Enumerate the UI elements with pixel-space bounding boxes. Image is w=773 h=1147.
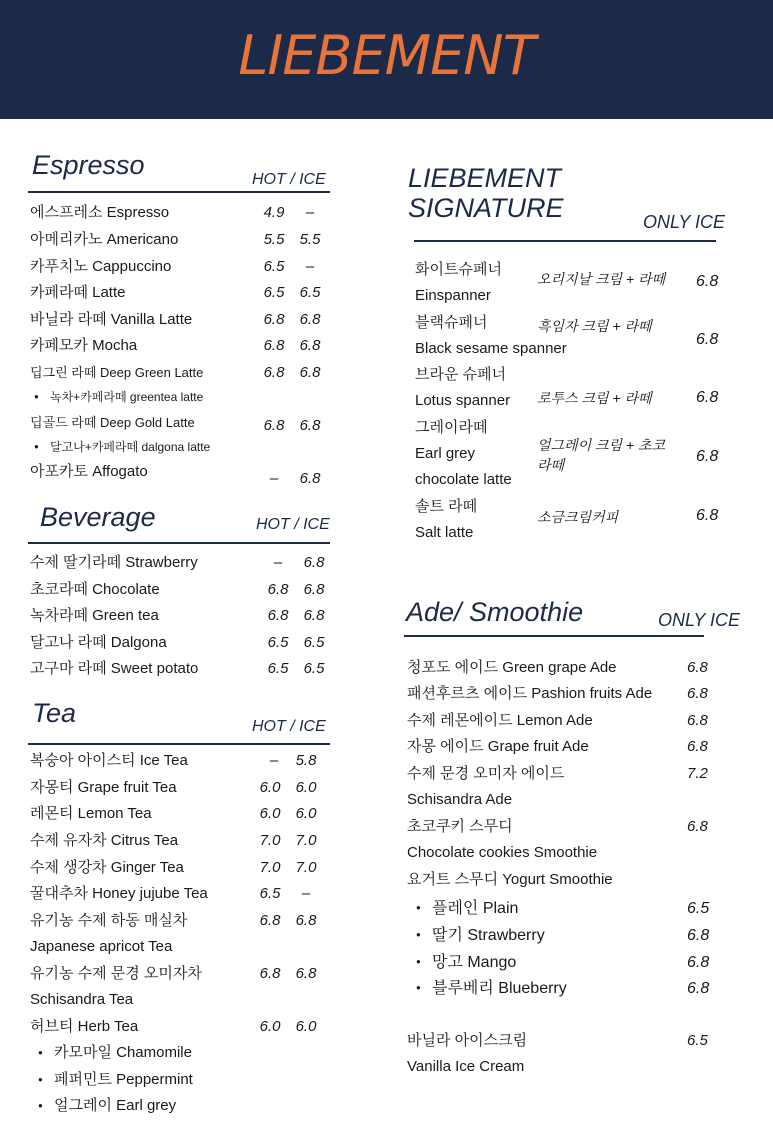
- item-price: 6.8: [687, 659, 708, 676]
- ice-price: –: [301, 885, 311, 902]
- menu-subitem: [54, 1069, 330, 1091]
- ice-price: 6.0: [295, 779, 317, 796]
- menu-item: [407, 709, 727, 733]
- menu-item: [30, 282, 330, 304]
- menu-item: [30, 202, 330, 224]
- item-price: 6.8: [687, 712, 708, 729]
- item-name: 바닐라 라떼 Vanilla Latte: [30, 311, 193, 328]
- item-name: 수제 레몬에이드 Lemon Ade: [407, 712, 593, 729]
- item-name: 자몽티 Grape fruit Tea: [30, 779, 177, 796]
- subitem-name: ● 망고 Mango: [432, 954, 516, 971]
- hot-price: 5.5: [263, 231, 285, 248]
- signature-item-desc: 소금크림커피: [537, 509, 619, 525]
- signature-item-desc: 흑임자 크림 + 라떼: [537, 318, 652, 334]
- menu-item: [30, 963, 330, 985]
- beverage-title: Beverage: [40, 502, 156, 532]
- hot-price: 6.5: [263, 284, 285, 301]
- espresso-title: Espresso: [32, 150, 145, 180]
- item-price: 6.8: [687, 685, 708, 702]
- menu-item: [30, 229, 330, 251]
- item-price: 6.5: [687, 900, 710, 917]
- brand-title: LIEBEMENT: [238, 24, 535, 87]
- ade-rule: [404, 635, 704, 637]
- hot-price: 6.8: [263, 311, 285, 328]
- ice-price: 6.8: [299, 311, 321, 328]
- menu-item-subline: [407, 788, 727, 812]
- menu-item: [30, 412, 330, 434]
- tea-title: Tea: [32, 698, 77, 728]
- item-name: 수제 생강차 Ginger Tea: [30, 859, 184, 876]
- item-price: 6.8: [687, 980, 710, 997]
- header-banner: [0, 0, 773, 119]
- ice-price: 6.5: [299, 284, 321, 301]
- signature-col-head: ONLY ICE: [643, 212, 726, 232]
- subitem-name: ● 딸기 Strawberry: [432, 927, 545, 944]
- ice-price: 6.8: [299, 417, 321, 434]
- item-price: 6.5: [687, 1032, 708, 1049]
- item-name: Chocolate cookies Smoothie: [407, 844, 598, 861]
- menu-item-subline: [30, 989, 330, 1011]
- item-name: 청포도 에이드 Green grape Ade: [407, 659, 617, 676]
- espresso-col-head: HOT / ICE: [252, 171, 326, 188]
- item-name: 딥그린 라떼 Deep Green Latte: [30, 365, 204, 380]
- item-name: 유기농 수제 하동 매실차: [30, 912, 188, 929]
- item-name: 에스프레소 Espresso: [30, 204, 170, 221]
- menu-item: [30, 803, 330, 825]
- menu-item: [30, 750, 330, 772]
- menu-subitem: [54, 1095, 330, 1117]
- hot-price: 6.8: [259, 965, 281, 982]
- ice-price: 6.0: [295, 805, 317, 822]
- item-name: 복숭아 아이스티 Ice Tea: [30, 752, 188, 769]
- item-name: 수제 문경 오미자 에이드: [407, 765, 565, 782]
- item-name: 패션후르츠 에이드 Pashion fruits Ade: [407, 685, 653, 702]
- menu-item: [30, 632, 330, 654]
- item-name: 아포카토 Affogato: [30, 463, 148, 480]
- menu-item: [30, 777, 330, 799]
- hot-price: –: [273, 554, 283, 571]
- hot-price: –: [269, 470, 279, 487]
- menu-item: [407, 735, 727, 759]
- menu-item: [30, 256, 330, 278]
- item-price: 7.2: [687, 765, 708, 782]
- item-price: 6.8: [687, 738, 708, 755]
- subitem-name: ● 녹차+카페라떼 greentea latte: [50, 386, 203, 408]
- hot-price: 6.8: [267, 607, 289, 624]
- ice-price: 6.8: [299, 364, 321, 381]
- ice-price: 6.8: [295, 965, 317, 982]
- hot-price: 6.5: [267, 634, 289, 651]
- menu-item-subline: [30, 936, 330, 958]
- ice-price: 6.5: [303, 634, 325, 651]
- signature-item-name: 그레이라떼 Earl grey chocolate latte: [415, 419, 512, 488]
- ade-title: Ade/ Smoothie: [406, 597, 584, 627]
- item-name: 카푸치노 Cappuccino: [30, 258, 172, 275]
- hot-price: 6.8: [259, 912, 281, 929]
- menu-item: [30, 461, 330, 487]
- item-name: 카페모카 Mocha: [30, 337, 138, 354]
- signature-title-line2: SIGNATURE: [408, 193, 564, 223]
- beverage-col-head: HOT / ICE: [256, 516, 330, 533]
- signature-item-price: 6.8: [696, 273, 719, 290]
- subitem-name: ● 카모마일 Chamomile: [54, 1042, 192, 1064]
- menu-item: [407, 682, 727, 706]
- menu-item: [30, 552, 330, 574]
- item-name: 유기농 수제 문경 오미자차: [30, 965, 202, 982]
- subitem-name: ● 얼그레이 Earl grey: [54, 1095, 176, 1117]
- hot-price: 7.0: [259, 832, 281, 849]
- item-name: 딥골드 라떼 Deep Gold Latte: [30, 415, 195, 430]
- ice-price: 6.0: [295, 1018, 317, 1035]
- item-name: 고구마 라떼 Sweet potato: [30, 660, 199, 677]
- menu-item: [30, 910, 330, 932]
- signature-item-desc: 오리지날 크림 + 라떼: [537, 271, 666, 287]
- menu-item: [30, 362, 330, 384]
- item-name: 수제 딸기라떼 Strawberry: [30, 554, 198, 571]
- menu-item: [407, 762, 727, 786]
- signature-rule: [414, 240, 716, 242]
- menu-item: [30, 309, 330, 331]
- ice-price: 6.8: [303, 554, 325, 571]
- item-name: 아메리카노 Americano: [30, 231, 179, 248]
- item-name: 자몽 에이드 Grape fruit Ade: [407, 738, 589, 755]
- ice-price: 6.8: [303, 581, 325, 598]
- ice-price: 6.8: [299, 470, 321, 487]
- item-name: 바닐라 아이스크림: [407, 1032, 528, 1049]
- signature-item-desc: 로투스 크림 + 라떼: [537, 390, 652, 406]
- hot-price: 6.0: [259, 805, 281, 822]
- hot-price: 7.0: [259, 859, 281, 876]
- menu-item: [30, 857, 330, 879]
- signature-item-price: 6.8: [696, 507, 719, 524]
- menu-item: [407, 1029, 727, 1053]
- menu-item: [30, 830, 330, 852]
- hot-price: 6.0: [259, 1018, 281, 1035]
- menu-item: [30, 579, 330, 601]
- menu-item: [407, 868, 727, 892]
- item-price: 6.8: [687, 954, 710, 971]
- menu-item: [30, 605, 330, 627]
- hot-price: 6.8: [267, 581, 289, 598]
- signature-item-name: 솔트 라떼 Salt latte: [415, 498, 478, 541]
- ice-price: 6.8: [299, 337, 321, 354]
- item-name: 레몬티 Lemon Tea: [30, 805, 152, 822]
- hot-price: 6.5: [259, 885, 281, 902]
- subitem-name: ● 달고나+카페라떼 dalgona latte: [50, 436, 210, 458]
- item-price: 6.8: [687, 818, 708, 835]
- item-price: 6.8: [687, 927, 710, 944]
- menu-subitem: [432, 977, 727, 1001]
- menu-item: [30, 658, 330, 680]
- hot-price: –: [269, 752, 279, 769]
- subitem-name: ● 플레인 Plain: [432, 900, 518, 917]
- hot-price: 6.0: [259, 779, 281, 796]
- item-name: 꿀대추차 Honey jujube Tea: [30, 885, 208, 902]
- menu-item: [30, 1016, 330, 1038]
- signature-item-desc: 얼그레이 크림 + 초코 라떼: [537, 437, 666, 473]
- signature-title-line1: LIEBEMENT: [408, 163, 562, 193]
- ice-price: 6.5: [303, 660, 325, 677]
- hot-price: 6.8: [263, 417, 285, 434]
- item-name: Schisandra Tea: [30, 991, 134, 1008]
- item-name: Vanilla Ice Cream: [407, 1058, 525, 1075]
- ice-price: 5.8: [295, 752, 317, 769]
- menu-item-subline: [407, 1055, 727, 1079]
- ice-price: –: [305, 258, 315, 275]
- hot-price: 6.8: [263, 364, 285, 381]
- signature-item-name: 브라운 슈페너 Lotus spanner: [415, 366, 511, 409]
- menu-subitem: [50, 436, 330, 458]
- subitem-name: ● 페퍼민트 Peppermint: [54, 1069, 193, 1091]
- signature-item-name: 블랙슈페너 Black sesame spanner: [415, 314, 567, 357]
- ice-price: 7.0: [295, 832, 317, 849]
- hot-price: 6.5: [263, 258, 285, 275]
- menu-item: [407, 656, 727, 680]
- menu-item: [30, 335, 330, 357]
- ade-col-head: ONLY ICE: [658, 610, 741, 630]
- hot-price: 6.5: [267, 660, 289, 677]
- ice-price: –: [305, 204, 315, 221]
- espresso-rule: [28, 191, 330, 193]
- signature-item-price: 6.8: [696, 331, 719, 348]
- hot-price: 6.8: [263, 337, 285, 354]
- item-name: 카페라떼 Latte: [30, 284, 126, 301]
- item-name: 초코라떼 Chocolate: [30, 581, 160, 598]
- menu-item-subline: [407, 841, 727, 865]
- item-name: 요거트 스무디 Yogurt Smoothie: [407, 871, 613, 888]
- menu-subitem: [432, 897, 727, 921]
- item-name: Japanese apricot Tea: [30, 938, 173, 955]
- subitem-name: ● 블루베리 Blueberry: [432, 980, 567, 997]
- item-name: 달고나 라떼 Dalgona: [30, 634, 167, 651]
- hot-price: 4.9: [263, 204, 285, 221]
- item-name: 허브티 Herb Tea: [30, 1018, 139, 1035]
- item-name: Schisandra Ade: [407, 791, 513, 808]
- ice-price: 7.0: [295, 859, 317, 876]
- ice-price: 5.5: [299, 231, 321, 248]
- ice-price: 6.8: [303, 607, 325, 624]
- item-name: 녹차라떼 Green tea: [30, 607, 159, 624]
- signature-item-price: 6.8: [696, 448, 719, 465]
- menu-subitem: [432, 951, 727, 975]
- menu-subitem: [50, 386, 330, 408]
- tea-col-head: HOT / ICE: [252, 718, 326, 735]
- signature-item-price: 6.8: [696, 389, 719, 406]
- menu-item: [30, 883, 330, 905]
- menu-subitem: [54, 1042, 330, 1064]
- tea-rule: [28, 743, 330, 745]
- signature-item-name: 화이트슈페너 Einspanner: [415, 261, 502, 304]
- menu-subitem: [432, 924, 727, 948]
- item-name: 초코쿠키 스무디: [407, 818, 513, 835]
- ice-price: 6.8: [295, 912, 317, 929]
- menu-item: [407, 815, 727, 839]
- item-name: 수제 유자차 Citrus Tea: [30, 832, 179, 849]
- beverage-rule: [28, 542, 330, 544]
